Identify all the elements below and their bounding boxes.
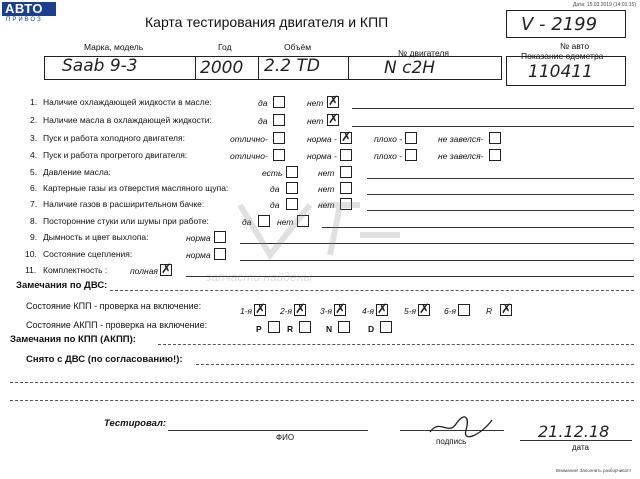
remarks-engine-label: Замечания по ДВС: (16, 280, 108, 291)
col-make-label: Марка, модель (84, 42, 144, 52)
checkbox-there-is-5[interactable] (286, 166, 298, 178)
opt-bad-4: плохо - (374, 151, 403, 161)
checkbox-no-2[interactable] (327, 114, 339, 126)
opt-yes-8: да (242, 217, 252, 227)
check-label: Картерные газы из отверстия масляного щупа: (43, 183, 229, 193)
kpp-gear-label: R (486, 306, 493, 316)
vin-box (506, 10, 626, 38)
opt-yes-2: да (258, 116, 268, 126)
check-label: Наличие масла в охлаждающей жидкости: (43, 115, 212, 125)
removed-label: Снято с ДВС (по согласованию!): (26, 354, 183, 365)
check-number: 1. (30, 97, 38, 107)
checkbox-normal-3[interactable] (340, 132, 352, 144)
checkbox-no-5[interactable] (340, 166, 352, 178)
akpp-gear-checkbox[interactable] (268, 321, 280, 333)
checkbox-yes-2[interactable] (273, 114, 285, 126)
signature-label: подпись (436, 437, 467, 446)
col-year-label: Год (218, 42, 232, 52)
volume-value: 2.2 TD (264, 56, 320, 76)
checkbox-normal-4[interactable] (340, 149, 352, 161)
kpp-gear-label: 2-я (280, 306, 293, 316)
logo (2, 2, 56, 24)
akpp-gear-label: D (368, 324, 375, 334)
check-number: 6. (30, 183, 38, 193)
akpp-label: Состояние АКПП - проверка на включение: (26, 320, 208, 330)
opt-no-8: нет (277, 217, 294, 227)
check-label: Дымность и цвет выхлопа: (43, 232, 149, 242)
opt-full-11: полная (130, 266, 158, 276)
opt-excellent-3: отлично- (230, 134, 268, 144)
engine-value: N c2H (384, 58, 436, 78)
check-number: 3. (30, 133, 38, 143)
check-number: 8. (30, 216, 38, 226)
opt-nostart-3: не завелся- (438, 134, 484, 144)
check-number: 11. (25, 265, 37, 275)
kpp-gear-label: 5-я (404, 306, 417, 316)
opt-no-5: нет (318, 168, 335, 178)
checkbox-nostart-4[interactable] (489, 149, 501, 161)
checkbox-no-6[interactable] (340, 182, 352, 194)
akpp-gear-checkbox[interactable] (380, 321, 392, 333)
tested-label: Тестировал: (104, 418, 167, 429)
opt-no-1: нет (307, 98, 324, 108)
make-value: Saab 9-3 (62, 56, 138, 76)
checkbox-yes-6[interactable] (286, 182, 298, 194)
check-number: 2. (30, 115, 38, 125)
kpp-gear-checkbox[interactable] (294, 304, 306, 316)
check-label: Наличие газов в расширительном бачке: (43, 199, 205, 209)
kpp-gear-checkbox[interactable] (334, 304, 346, 316)
check-label: Наличие охлаждающей жидкости в масле: (43, 97, 212, 107)
checkbox-nostart-3[interactable] (489, 132, 501, 144)
kpp-gear-label: 1-я (240, 306, 253, 316)
date-value: 21.12.18 (538, 422, 610, 441)
print-date: Дата: 15.03.2019 (14:01:15) (572, 2, 636, 8)
checkbox-bad-3[interactable] (405, 132, 417, 144)
akpp-gear-checkbox[interactable] (338, 321, 350, 333)
watermark (200, 195, 410, 285)
watermark-text: запчасти найдены (206, 270, 313, 284)
kpp-gear-label: 6-я (444, 306, 457, 316)
year-value: 2000 (200, 58, 244, 78)
kpp-gear-checkbox[interactable] (458, 304, 470, 316)
col-car-no-label: № авто (560, 41, 590, 51)
checkbox-full-11[interactable] (160, 264, 172, 276)
vin-handwritten: V - 2199 (521, 14, 598, 35)
remarks-akpp-label: Замечания по КПП (АКПП): (10, 334, 136, 345)
check-number: 4. (30, 150, 38, 160)
check-label: Посторонние стуки или шумы при работе: (43, 216, 209, 226)
check-number: 5. (30, 167, 38, 177)
kpp-gear-checkbox[interactable] (418, 304, 430, 316)
opt-yes-7: да (270, 200, 280, 210)
opt-no-6: нет (318, 184, 335, 194)
fio-label: ФИО (276, 433, 295, 442)
kpp-gear-checkbox[interactable] (254, 304, 266, 316)
check-label: Пуск и работа холодного двигателя: (43, 133, 185, 143)
akpp-gear-checkbox[interactable] (299, 321, 311, 333)
kpp-gear-label: 4-я (362, 306, 375, 316)
kpp-gear-checkbox[interactable] (500, 304, 512, 316)
kpp-gear-label: 3-я (320, 306, 333, 316)
logo-bottom: ПРИВОЗ (6, 17, 43, 23)
col-engine-label: № двигателя (398, 48, 449, 58)
check-label: Давление масла: (43, 167, 111, 177)
checkbox-excellent-3[interactable] (273, 132, 285, 144)
checkbox-no-1[interactable] (327, 96, 339, 108)
check-number: 9. (30, 232, 38, 242)
footer-note: Внимание! Заполнить разборчиво!!! (556, 468, 631, 473)
date-label: дата (572, 443, 589, 452)
check-label: Пуск и работа прогретого двигателя: (43, 150, 188, 160)
logo-top: АВТО (2, 2, 56, 16)
akpp-gear-label: N (326, 324, 333, 334)
col-volume-label: Объём (284, 42, 312, 52)
opt-no-7: нет (318, 200, 335, 210)
akpp-gear-label: P (256, 324, 262, 334)
page-title: Карта тестирования двигателя и КПП (145, 14, 389, 30)
opt-no-2: нет (307, 116, 324, 126)
kpp-label: Состояние КПП - проверка на включение: (26, 301, 202, 311)
opt-nostart-4: не завелся- (438, 151, 484, 161)
col-odo-label: Показание одометра (521, 51, 604, 61)
check-number: 10. (25, 249, 37, 259)
opt-excellent-4: отлично- (230, 151, 268, 161)
akpp-gear-label: R (287, 324, 294, 334)
check-label: Комплектность : (43, 265, 108, 275)
opt-yes-6: да (270, 184, 280, 194)
checkbox-bad-4[interactable] (405, 149, 417, 161)
opt-norm-9: норма (186, 233, 211, 243)
checkbox-excellent-4[interactable] (273, 149, 285, 161)
opt-there-is-5: есть (262, 168, 283, 178)
signature-scribble (426, 414, 496, 440)
opt-bad-3: плохо - (374, 134, 403, 144)
check-number: 7. (30, 199, 38, 209)
opt-yes-1: да (258, 98, 268, 108)
opt-normal-4: норма - (307, 151, 337, 161)
check-label: Состояние сцепления: (43, 249, 133, 259)
checkbox-yes-1[interactable] (273, 96, 285, 108)
opt-normal-3: норма - (307, 134, 337, 144)
odometer-value: 110411 (528, 62, 593, 82)
kpp-gear-checkbox[interactable] (376, 304, 388, 316)
opt-norm-10: норма (186, 250, 211, 260)
